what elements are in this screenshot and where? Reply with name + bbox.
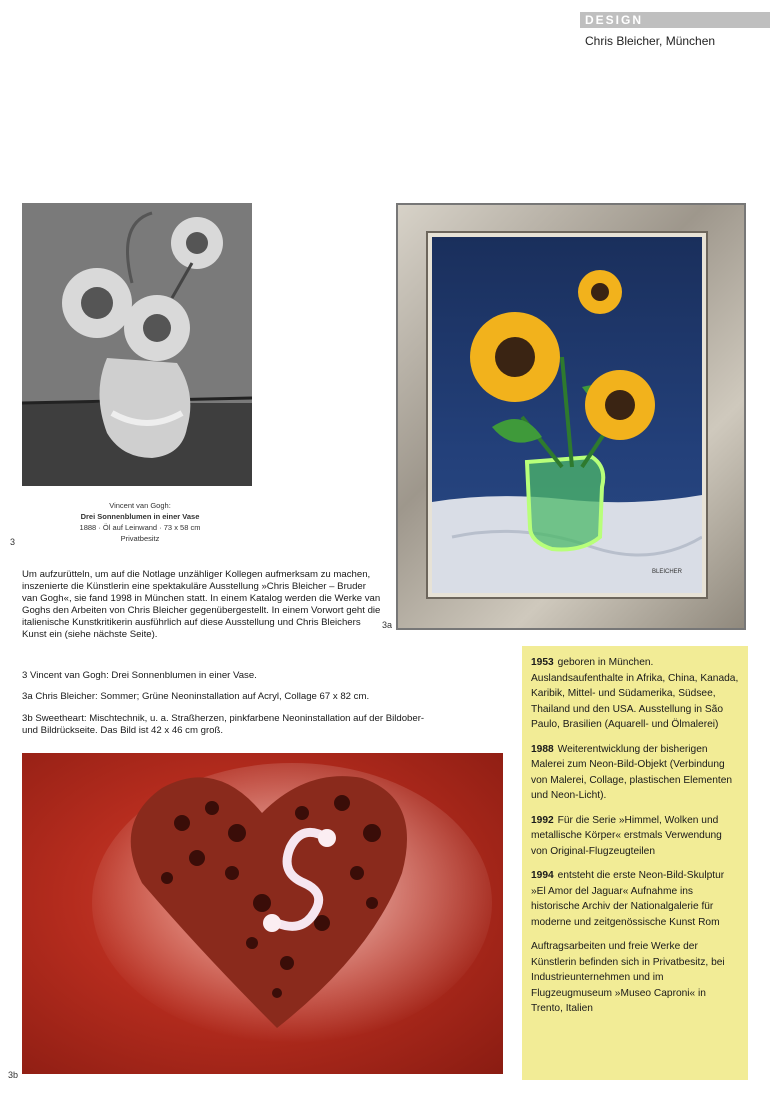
sunflowers-neon-illustration [432, 237, 702, 593]
bio-text: entsteht die erste Neon-Bild-Skulptur »El Amor del Jaguar« Aufnahme ins historische Archiv der Nationalgalerie für moderne und zeitgenössische Kunst Rom [531, 870, 725, 928]
figure-label-3b: 3b [8, 1070, 19, 1080]
bio-closing: Auftragsarbeiten und freie Werke der Künstlerin befinden sich in Privatbesitz, bei Industrieunternehmen und im Flugzeugmuseum »Museo Caproni« in Trento, Italien [531, 941, 725, 1014]
caption-3b: 3b Sweetheart: Mischtechnik, u. a. Straßherzen, pinkfarbene Neoninstallation auf der Bildober- und Bildrückseite. Das Bild ist 42 x 46 cm groß. [22, 713, 425, 736]
bio-year: 1988 [531, 743, 554, 755]
article-author: Chris Bleicher, München [585, 34, 716, 48]
bio-text: geboren in München. Auslandsaufenthalte in Afrika, China, Kanada, Karibik, Mittel- und Südamerika, Südsee, Thailand und den USA. Ausstellung in São Paulo, Brasilien (Aquarell- und Ölmalerei) [531, 657, 739, 730]
bio-entry [531, 813, 740, 860]
caption-title: Drei Sonnenblumen in einer Vase [80, 512, 200, 521]
article-paragraph: Um aufzurütteln, um auf die Notlage unzähliger Kollegen aufmerksam zu machen, inszenierte die Künstlerin eine spektakuläre Ausstellung »Chris Bleicher – Bruder van Gogh«, sie fand 1998 in München statt. In einem Katalog werden die Werke van Goghs den Arbeiten von Chris Bleicher gegenübergestellt. In einem Vorwort geht die italienische Kunstkritikerin ausführlich auf diese Ausstellung und Chris Bleichers Kunst ein (siehe nächste Seite). [22, 569, 381, 640]
bio-text: Weiterentwicklung der bisherigen Malerei zum Neon-Bild-Objekt (Verbindung von Malerei, Collage, plastischen Elementen und Neon-Licht). [531, 743, 733, 801]
heart-illustration [22, 753, 503, 1074]
vangogh-caption [40, 500, 240, 544]
caption-3a: 3a Chris Bleicher: Sommer; Grüne Neoninstallation auf Acryl, Collage 67 x 82 cm. [22, 691, 370, 702]
section-title: DESIGN [585, 13, 644, 27]
biography-box [522, 646, 748, 1080]
bio-year: 1992 [531, 814, 554, 826]
bio-entry [531, 655, 740, 733]
caption-artist: Vincent van Gogh: [109, 501, 171, 510]
bio-year: 1953 [531, 657, 554, 668]
painting-canvas [432, 237, 702, 593]
bio-entry [531, 742, 740, 804]
caption-3: 3 Vincent van Gogh: Drei Sonnenblumen in einer Vase. [22, 670, 257, 681]
caption-owner: Privatbesitz [120, 534, 160, 543]
bio-year: 1994 [531, 870, 554, 881]
caption-details: 1888 · Öl auf Leinwand · 73 x 58 cm [79, 523, 201, 532]
sommer-framed-painting [396, 203, 746, 630]
vangogh-illustration [22, 203, 252, 486]
painting-signature: BLEICHER [651, 569, 682, 575]
bio-text: Für die Serie »Himmel, Wolken und metallische Körper« erstmals Verwendung von Original-Flugzeugteilen [531, 814, 722, 857]
figure-label-3a: 3a [382, 620, 393, 630]
figure-label-3: 3 [10, 537, 16, 547]
bio-entry [531, 868, 740, 930]
vangogh-sunflowers-image [22, 203, 252, 486]
sweetheart-image [22, 753, 503, 1074]
